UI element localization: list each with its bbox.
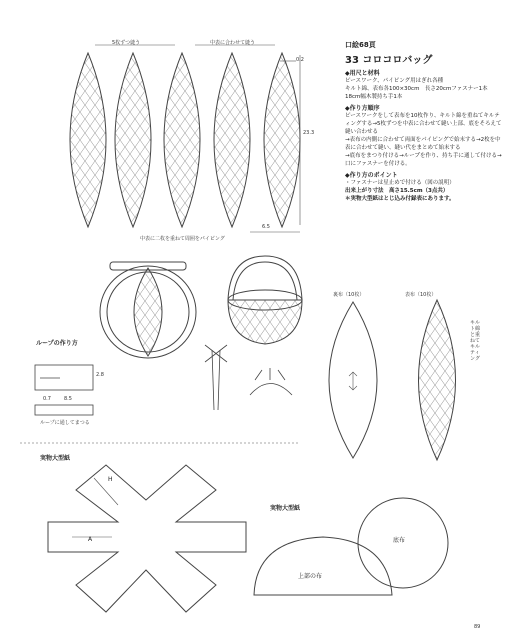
size-line: 出来上がり寸法 高さ15.5cm（3点共）: [345, 188, 449, 194]
lining-label: 裏布（10枚）: [333, 292, 365, 298]
bag-handle-view: [228, 256, 302, 344]
method-text-1: ピースワークをして表布を10枚作り、キルト綿を重ねてキルティングする→5枚ずつを中表に合わせて縫い上部、底をそろえて縫い合わせる: [345, 113, 502, 135]
outer-piece: [419, 300, 456, 460]
dim-height: 23.3: [303, 130, 315, 136]
pattern1-title: 実物大型紙: [40, 455, 71, 462]
loop-dim-b: 0.7: [43, 396, 51, 402]
loop-title: ループの作り方: [36, 340, 78, 347]
page-ref: 口絵68頁: [345, 41, 376, 49]
top-panels: [70, 53, 300, 227]
outer-label: 表布（10枚）: [405, 292, 437, 298]
top-panel-3: [164, 53, 200, 227]
top-panel-2: [115, 53, 151, 227]
outer-note: キルト綿と重ねてキルティング: [470, 320, 481, 362]
bottom-label: 底布: [393, 537, 406, 544]
pattern2-title: 実物大型紙: [270, 505, 301, 512]
loop-diagram: [35, 365, 93, 415]
materials-text-1: ピースワーク、パイピング用はぎれ各種: [345, 78, 444, 84]
materials-text-2: キルト綿、表布各100×30cm 長さ20cmファスナー1本 18cm幅木製持ち手1本: [345, 86, 494, 100]
page-number: 89: [474, 624, 481, 630]
method-text-2: →表布の内側に合わせて両面をパイピングで始末する→2枚を中表に合わせて縫い、縫い代をまとめて始末する: [345, 137, 501, 151]
point-heading: ◆作り方のポイント: [345, 172, 398, 179]
pattern-note: ＊実物大型紙はとじ込み付録表にあります。: [345, 196, 455, 202]
point-text-1: ・ファスナーは星止めで付ける（図の説明）: [345, 180, 455, 186]
method-heading: ◆作り方順序: [345, 105, 380, 112]
label-A: A: [88, 536, 93, 543]
dim-top: 0.2: [296, 57, 304, 63]
dim-width: 6.5: [262, 224, 270, 230]
loop-dim-c: 8.5: [64, 396, 72, 402]
materials-heading: ◆用尺と材料: [345, 70, 380, 77]
top-panel-4: [214, 53, 250, 227]
upper-label: 上部の布: [298, 573, 323, 580]
loop-dim-a: 2.8: [96, 372, 104, 378]
top-panel-1: [70, 53, 106, 227]
pattern-name: コロコロバッグ: [362, 55, 433, 66]
upper-half-circle: [254, 537, 392, 595]
method-text-3: →底布をまつり付ける→ループを作り、持ち手に通して付ける→口にファスナーを付ける。: [345, 153, 502, 167]
top-panel-5: [264, 53, 300, 227]
handle-note: 中表に二枚を重ねて周囲をパイピング: [140, 236, 225, 242]
label-sew-five: 5枚ずつ縫う: [112, 40, 141, 46]
pattern-title: [345, 51, 503, 66]
label-sew-face: 中表に合わせて縫う: [210, 40, 256, 46]
bag-front-view: [100, 262, 196, 358]
loop-note: ループに通してまつる: [40, 420, 90, 426]
star-pattern: [48, 465, 246, 612]
label-H: H: [108, 476, 113, 483]
pattern-number: 33: [345, 55, 359, 66]
instructions-panel: [345, 40, 503, 203]
